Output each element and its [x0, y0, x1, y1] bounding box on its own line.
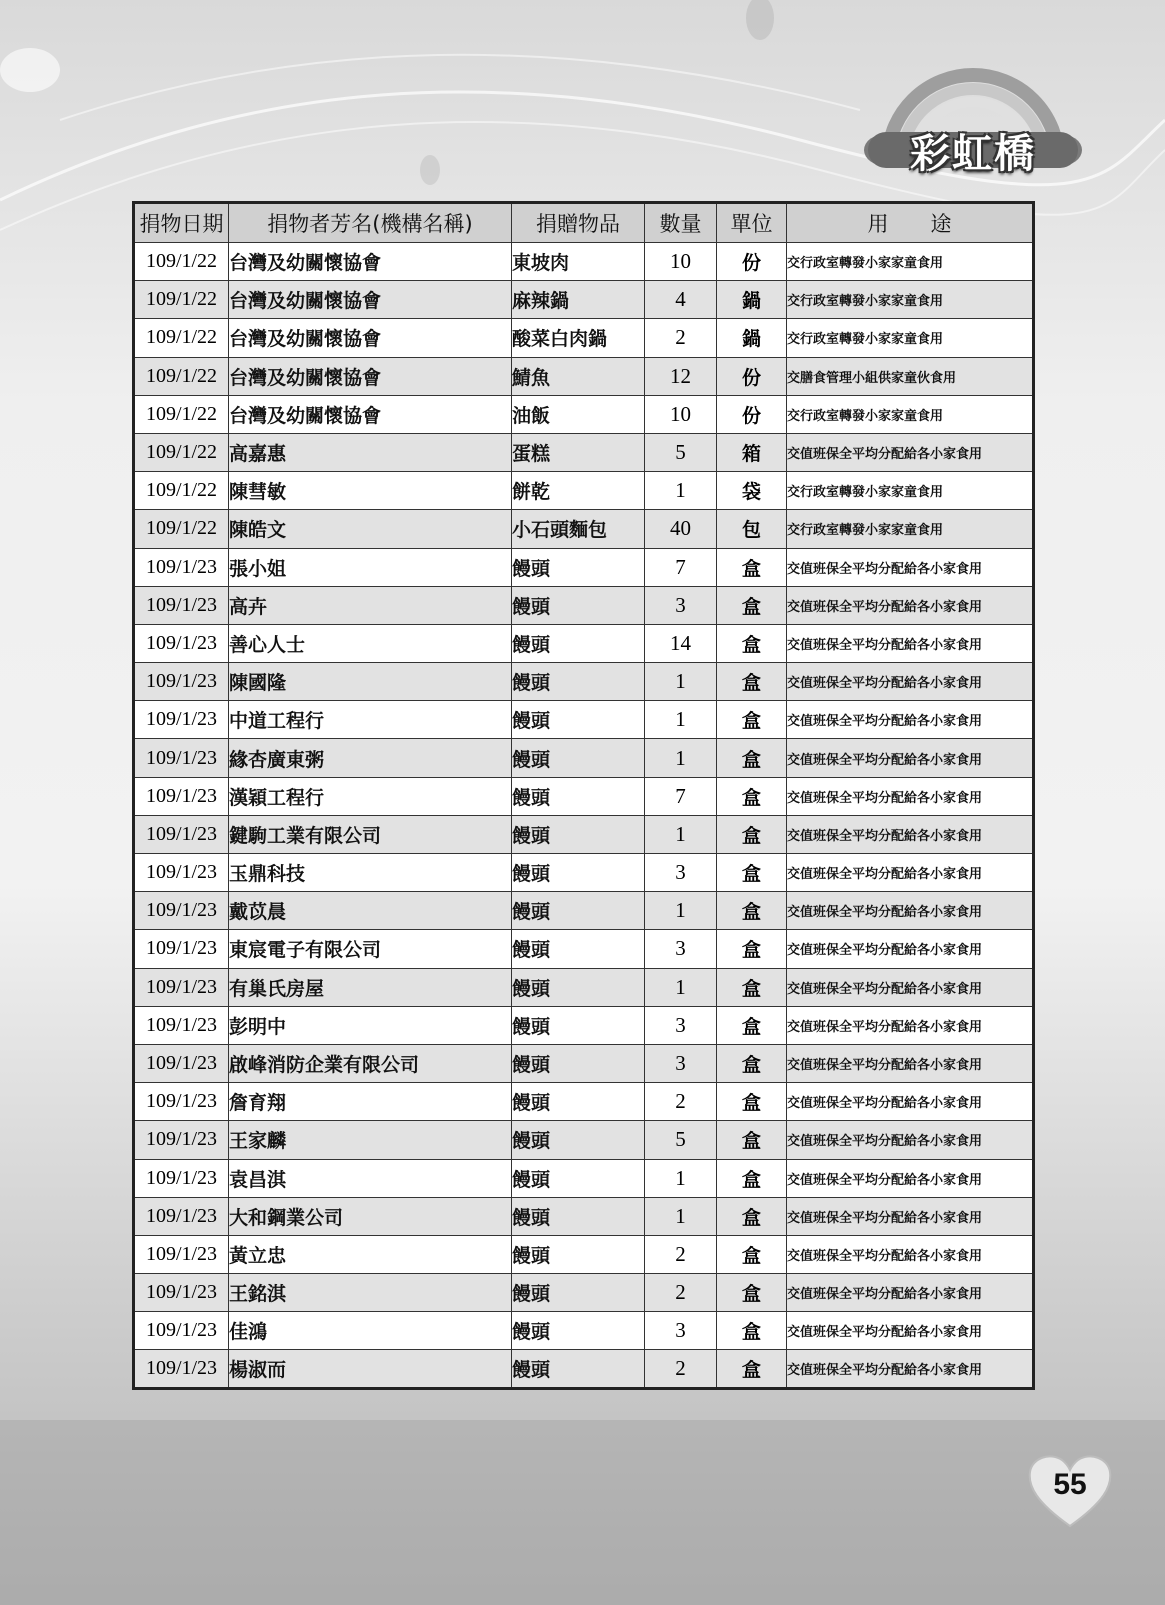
- cell-item: 東坡肉: [512, 243, 645, 281]
- cell-item: 饅頭: [512, 1044, 645, 1082]
- cell-use: 交值班保全平均分配給各小家食用: [787, 1121, 1034, 1159]
- cell-use: 交值班保全平均分配給各小家食用: [787, 854, 1034, 892]
- table-row: [134, 281, 1034, 319]
- cell-use: 交值班保全平均分配給各小家食用: [787, 663, 1034, 701]
- cell-item: 饅頭: [512, 701, 645, 739]
- cell-date: 109/1/23: [134, 663, 229, 701]
- cell-unit: 份: [717, 243, 787, 281]
- cell-use: 交值班保全平均分配給各小家食用: [787, 777, 1034, 815]
- cell-use: 交行政室轉發小家家童食用: [787, 472, 1034, 510]
- cell-qty: 1: [645, 815, 717, 853]
- cell-qty: 1: [645, 892, 717, 930]
- table-row: [134, 1235, 1034, 1273]
- header-use: 用 途: [787, 203, 1034, 243]
- cell-item: 饅頭: [512, 624, 645, 662]
- cell-date: 109/1/23: [134, 815, 229, 853]
- table-row: [134, 472, 1034, 510]
- cell-unit: 盒: [717, 663, 787, 701]
- cell-qty: 1: [645, 1197, 717, 1235]
- cell-qty: 2: [645, 1083, 717, 1121]
- table-row: [134, 815, 1034, 853]
- table-row: [134, 968, 1034, 1006]
- cell-date: 109/1/22: [134, 510, 229, 548]
- cell-unit: 盒: [717, 586, 787, 624]
- cell-date: 109/1/23: [134, 1044, 229, 1082]
- cell-item: 饅頭: [512, 930, 645, 968]
- cell-use: 交值班保全平均分配給各小家食用: [787, 701, 1034, 739]
- cell-date: 109/1/23: [134, 1159, 229, 1197]
- cell-donor: 黃立忠: [229, 1235, 512, 1273]
- cell-use: 交行政室轉發小家家童食用: [787, 243, 1034, 281]
- cell-donor: 東宸電子有限公司: [229, 930, 512, 968]
- cell-item: 饅頭: [512, 1235, 645, 1273]
- cell-date: 109/1/23: [134, 1274, 229, 1312]
- cell-qty: 4: [645, 281, 717, 319]
- cell-donor: 高嘉惠: [229, 433, 512, 471]
- cell-unit: 盒: [717, 1006, 787, 1044]
- cell-donor: 彭明中: [229, 1006, 512, 1044]
- table-row: [134, 1274, 1034, 1312]
- cell-date: 109/1/23: [134, 968, 229, 1006]
- cell-qty: 2: [645, 1235, 717, 1273]
- table-row: [134, 1044, 1034, 1082]
- cell-date: 109/1/22: [134, 395, 229, 433]
- table-row: [134, 663, 1034, 701]
- cell-use: 交值班保全平均分配給各小家食用: [787, 892, 1034, 930]
- cell-date: 109/1/22: [134, 281, 229, 319]
- table-row: [134, 319, 1034, 357]
- cell-use: 交值班保全平均分配給各小家食用: [787, 815, 1034, 853]
- table-row: [134, 1006, 1034, 1044]
- cell-unit: 盒: [717, 815, 787, 853]
- cell-item: 饅頭: [512, 739, 645, 777]
- cell-unit: 盒: [717, 968, 787, 1006]
- cell-qty: 1: [645, 472, 717, 510]
- table-row: [134, 624, 1034, 662]
- cell-donor: 台灣及幼關懷協會: [229, 243, 512, 281]
- cell-donor: 台灣及幼關懷協會: [229, 281, 512, 319]
- cell-item: 饅頭: [512, 1006, 645, 1044]
- cell-donor: 佳鴻: [229, 1312, 512, 1350]
- cell-use: 交值班保全平均分配給各小家食用: [787, 586, 1034, 624]
- table-row: [134, 1312, 1034, 1350]
- cell-item: 饅頭: [512, 1083, 645, 1121]
- cell-item: 蛋糕: [512, 433, 645, 471]
- cell-date: 109/1/23: [134, 1083, 229, 1121]
- cell-use: 交值班保全平均分配給各小家食用: [787, 930, 1034, 968]
- cell-date: 109/1/23: [134, 777, 229, 815]
- cell-qty: 2: [645, 1350, 717, 1388]
- cell-date: 109/1/23: [134, 1235, 229, 1273]
- cell-date: 109/1/22: [134, 319, 229, 357]
- table-row: [134, 1350, 1034, 1388]
- table-row: [134, 357, 1034, 395]
- cell-qty: 14: [645, 624, 717, 662]
- header-unit: 單位: [717, 203, 787, 243]
- cell-unit: 盒: [717, 1083, 787, 1121]
- cell-unit: 盒: [717, 701, 787, 739]
- cell-qty: 3: [645, 1044, 717, 1082]
- cell-unit: 盒: [717, 1350, 787, 1388]
- cell-use: 交值班保全平均分配給各小家食用: [787, 1197, 1034, 1235]
- cell-qty: 5: [645, 1121, 717, 1159]
- cell-donor: 大和鋼業公司: [229, 1197, 512, 1235]
- cell-use: 交值班保全平均分配給各小家食用: [787, 433, 1034, 471]
- header-item: 捐贈物品: [512, 203, 645, 243]
- cell-date: 109/1/23: [134, 930, 229, 968]
- cell-qty: 3: [645, 854, 717, 892]
- cell-donor: 漢穎工程行: [229, 777, 512, 815]
- cell-use: 交值班保全平均分配給各小家食用: [787, 1083, 1034, 1121]
- cell-donor: 陳皓文: [229, 510, 512, 548]
- table-row: [134, 586, 1034, 624]
- table-row: [134, 243, 1034, 281]
- table-row: [134, 1083, 1034, 1121]
- cell-item: 饅頭: [512, 586, 645, 624]
- table-row: [134, 1121, 1034, 1159]
- cell-use: 交值班保全平均分配給各小家食用: [787, 1006, 1034, 1044]
- cell-unit: 盒: [717, 1312, 787, 1350]
- cell-use: 交行政室轉發小家家童食用: [787, 395, 1034, 433]
- cell-use: 交值班保全平均分配給各小家食用: [787, 1159, 1034, 1197]
- cell-use: 交行政室轉發小家家童食用: [787, 281, 1034, 319]
- cell-qty: 12: [645, 357, 717, 395]
- cell-use: 交值班保全平均分配給各小家食用: [787, 1044, 1034, 1082]
- cell-unit: 盒: [717, 624, 787, 662]
- cell-unit: 盒: [717, 1121, 787, 1159]
- cell-donor: 戴苡晨: [229, 892, 512, 930]
- cell-qty: 1: [645, 663, 717, 701]
- cell-qty: 2: [645, 1274, 717, 1312]
- cell-unit: 盒: [717, 777, 787, 815]
- cell-date: 109/1/22: [134, 433, 229, 471]
- cell-unit: 份: [717, 395, 787, 433]
- table-row: [134, 892, 1034, 930]
- cell-qty: 7: [645, 548, 717, 586]
- cell-date: 109/1/22: [134, 357, 229, 395]
- cell-qty: 1: [645, 968, 717, 1006]
- cell-item: 饅頭: [512, 663, 645, 701]
- cell-qty: 10: [645, 243, 717, 281]
- cell-qty: 1: [645, 701, 717, 739]
- cell-donor: 善心人士: [229, 624, 512, 662]
- cell-unit: 盒: [717, 854, 787, 892]
- table-row: [134, 510, 1034, 548]
- cell-item: 酸菜白肉鍋: [512, 319, 645, 357]
- cell-item: 餅乾: [512, 472, 645, 510]
- table-header-row: [134, 203, 1034, 243]
- cell-use: 交值班保全平均分配給各小家食用: [787, 968, 1034, 1006]
- cell-donor: 台灣及幼關懷協會: [229, 395, 512, 433]
- cell-date: 109/1/23: [134, 1197, 229, 1235]
- cell-unit: 盒: [717, 1197, 787, 1235]
- cell-unit: 盒: [717, 548, 787, 586]
- cell-unit: 盒: [717, 739, 787, 777]
- cell-donor: 鍵駒工業有限公司: [229, 815, 512, 853]
- header-qty: 數量: [645, 203, 717, 243]
- cell-date: 109/1/23: [134, 548, 229, 586]
- cell-date: 109/1/23: [134, 1312, 229, 1350]
- cell-qty: 5: [645, 433, 717, 471]
- cell-qty: 1: [645, 1159, 717, 1197]
- cell-use: 交行政室轉發小家家童食用: [787, 319, 1034, 357]
- cell-unit: 盒: [717, 1235, 787, 1273]
- cell-date: 109/1/23: [134, 1006, 229, 1044]
- cell-qty: 3: [645, 586, 717, 624]
- table-body: [134, 243, 1034, 1389]
- page-number: 55: [1053, 1468, 1087, 1501]
- cell-use: 交值班保全平均分配給各小家食用: [787, 1350, 1034, 1388]
- cell-donor: 王銘淇: [229, 1274, 512, 1312]
- cell-unit: 份: [717, 357, 787, 395]
- cell-date: 109/1/23: [134, 854, 229, 892]
- cell-donor: 王家麟: [229, 1121, 512, 1159]
- cell-item: 鯖魚: [512, 357, 645, 395]
- table-row: [134, 548, 1034, 586]
- cell-donor: 陳國隆: [229, 663, 512, 701]
- cell-date: 109/1/23: [134, 1350, 229, 1388]
- cell-item: 饅頭: [512, 777, 645, 815]
- cell-unit: 盒: [717, 1274, 787, 1312]
- cell-unit: 袋: [717, 472, 787, 510]
- cell-donor: 詹育翔: [229, 1083, 512, 1121]
- table-row: [134, 777, 1034, 815]
- cell-item: 饅頭: [512, 892, 645, 930]
- cell-date: 109/1/22: [134, 472, 229, 510]
- cell-item: 饅頭: [512, 1350, 645, 1388]
- logo-text: 彩虹橋: [910, 131, 1036, 177]
- cell-qty: 1: [645, 739, 717, 777]
- cell-date: 109/1/23: [134, 892, 229, 930]
- header-date: 捐物日期: [134, 203, 229, 243]
- cell-item: 麻辣鍋: [512, 281, 645, 319]
- cell-qty: 3: [645, 1006, 717, 1044]
- cell-donor: 中道工程行: [229, 701, 512, 739]
- table-row: [134, 1159, 1034, 1197]
- cell-donor: 緣杏廣東粥: [229, 739, 512, 777]
- cell-use: 交值班保全平均分配給各小家食用: [787, 548, 1034, 586]
- cell-item: 油飯: [512, 395, 645, 433]
- cell-qty: 2: [645, 319, 717, 357]
- cell-donor: 有巢氏房屋: [229, 968, 512, 1006]
- cell-item: 饅頭: [512, 1274, 645, 1312]
- table-row: [134, 395, 1034, 433]
- table-row: [134, 854, 1034, 892]
- cell-unit: 盒: [717, 1044, 787, 1082]
- table-row: [134, 1197, 1034, 1235]
- cell-item: 饅頭: [512, 1121, 645, 1159]
- cell-use: 交值班保全平均分配給各小家食用: [787, 1274, 1034, 1312]
- rainbow-bridge-logo: [858, 50, 1088, 185]
- cell-item: 饅頭: [512, 1197, 645, 1235]
- donation-table: [132, 201, 1035, 1390]
- cell-unit: 鍋: [717, 281, 787, 319]
- cell-use: 交值班保全平均分配給各小家食用: [787, 739, 1034, 777]
- cell-unit: 箱: [717, 433, 787, 471]
- cell-unit: 盒: [717, 930, 787, 968]
- cell-use: 交膳食管理小組供家童伙食用: [787, 357, 1034, 395]
- cell-use: 交值班保全平均分配給各小家食用: [787, 1235, 1034, 1273]
- cell-qty: 40: [645, 510, 717, 548]
- cell-donor: 張小姐: [229, 548, 512, 586]
- table-row: [134, 930, 1034, 968]
- cell-donor: 楊淑而: [229, 1350, 512, 1388]
- cell-donor: 袁昌淇: [229, 1159, 512, 1197]
- cell-item: 饅頭: [512, 548, 645, 586]
- cell-unit: 盒: [717, 892, 787, 930]
- page-number-badge: [1026, 1452, 1114, 1530]
- cell-donor: 高卉: [229, 586, 512, 624]
- cell-date: 109/1/23: [134, 1121, 229, 1159]
- table-row: [134, 433, 1034, 471]
- cell-use: 交行政室轉發小家家童食用: [787, 510, 1034, 548]
- cell-use: 交值班保全平均分配給各小家食用: [787, 624, 1034, 662]
- table-row: [134, 739, 1034, 777]
- cell-date: 109/1/23: [134, 701, 229, 739]
- cell-qty: 10: [645, 395, 717, 433]
- cell-qty: 3: [645, 1312, 717, 1350]
- cell-item: 饅頭: [512, 854, 645, 892]
- cell-date: 109/1/23: [134, 624, 229, 662]
- cell-donor: 陳彗敏: [229, 472, 512, 510]
- cell-qty: 3: [645, 930, 717, 968]
- cell-donor: 啟峰消防企業有限公司: [229, 1044, 512, 1082]
- table-row: [134, 701, 1034, 739]
- cell-date: 109/1/23: [134, 739, 229, 777]
- cell-item: 饅頭: [512, 1159, 645, 1197]
- cell-item: 饅頭: [512, 815, 645, 853]
- cell-item: 饅頭: [512, 1312, 645, 1350]
- cell-item: 饅頭: [512, 968, 645, 1006]
- cell-donor: 台灣及幼關懷協會: [229, 319, 512, 357]
- cell-unit: 鍋: [717, 319, 787, 357]
- cell-unit: 盒: [717, 1159, 787, 1197]
- cell-qty: 7: [645, 777, 717, 815]
- cell-date: 109/1/22: [134, 243, 229, 281]
- cell-donor: 台灣及幼關懷協會: [229, 357, 512, 395]
- cell-date: 109/1/23: [134, 586, 229, 624]
- cell-use: 交值班保全平均分配給各小家食用: [787, 1312, 1034, 1350]
- header-donor: 捐物者芳名(機構名稱): [229, 203, 512, 243]
- cell-unit: 包: [717, 510, 787, 548]
- cell-donor: 玉鼎科技: [229, 854, 512, 892]
- cell-item: 小石頭麵包: [512, 510, 645, 548]
